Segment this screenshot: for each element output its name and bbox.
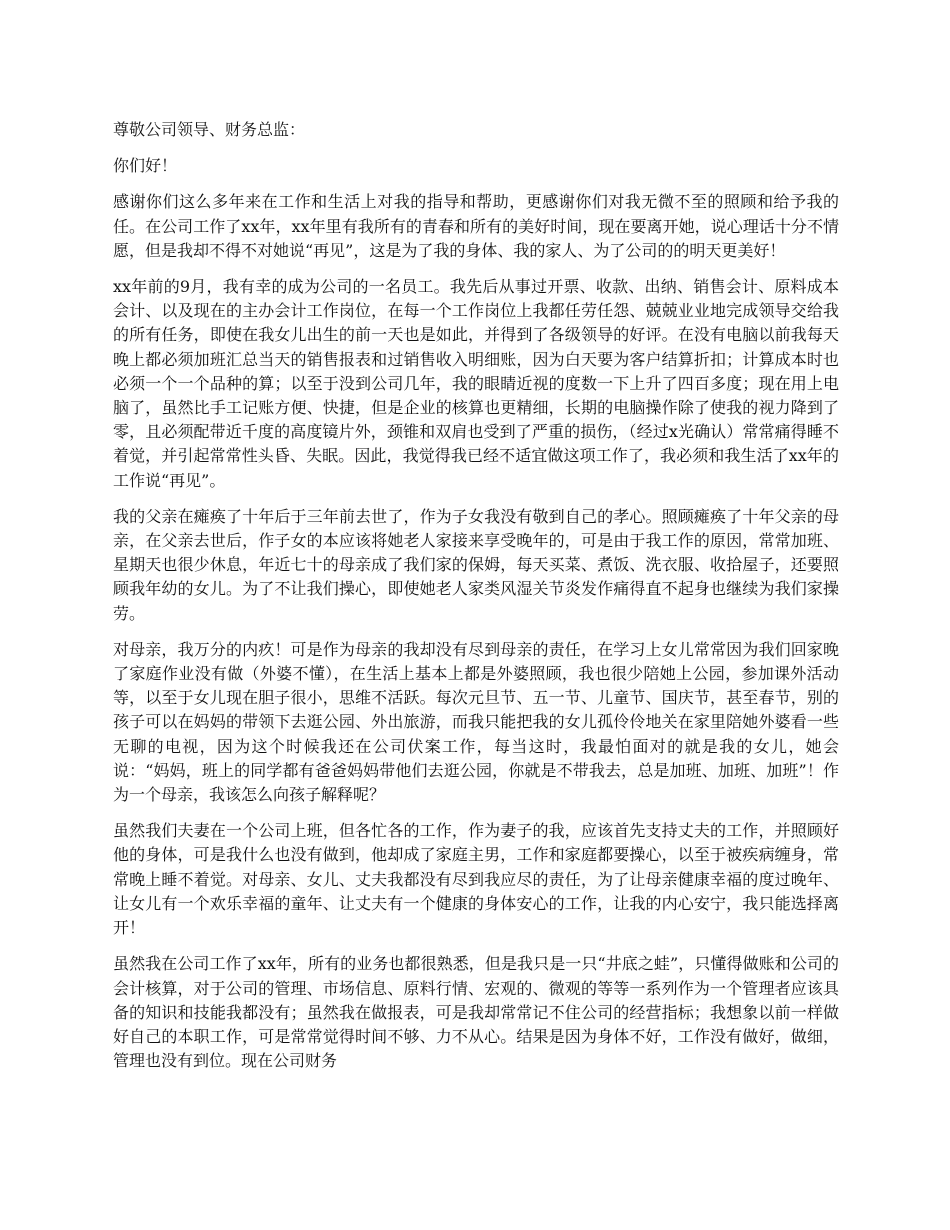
paragraph-work-history: xx年前的9月，我有幸的成为公司的一名员工。我先后从事过开票、收款、出纳、销售会计、原料成本会计、以及现在的主办会计工作岗位，在每一个工作岗位上我都任劳任怨、兢兢业业地完成领导交给我的所有任务，即使在我女儿出生的前一天也是如此，并得到了各级领导的好评。在没有电脑以前我每天晚上都必须加班汇总当天的销售报表和过销售收入明细账，因为白天要为客户结算折扣；计算成本时也必须一个一个品种的算；以至于没到公司几年，我的眼睛近视的度数一下上升了四百多度；现在用上电脑了，虽然比手工记账方便、快捷，但是企业的核算也更精细，长期的电脑操作除了使我的视力降到了零，且必须配带近千度的高度镜片外，颈锥和双肩也受到了严重的损伤，（经过x光确认）常常痛得睡不着觉，并引起常常性头昏、失眠。因此，我觉得我已经不适宜做这项工作了，我必须和我生活了xx年的工作说“再见”。 [113, 277, 839, 490]
paragraph-father: 我的父亲在瘫痪了十年后于三年前去世了，作为子女我没有敬到自己的孝心。照顾瘫痪了十年父亲的母亲，在父亲去世后，作子女的本应该将她老人家接来享受晚年的，可是由于我工作的原因，常常加班、星期天也很少休息，年近七十的母亲成了我们家的保姆，每天买菜、煮饭、洗衣服、收拾屋子，还要照顾我年幼的女儿。为了不让我们操心，即使她老人家类风湿关节炎发作痛得直不起身也继续为我们家操劳。 [113, 506, 839, 623]
paragraph-mother-daughter: 对母亲，我万分的内疚！可是作为母亲的我却没有尽到母亲的责任，在学习上女儿常常因为我们回家晚了家庭作业没有做（外婆不懂），在生活上基本上都是外婆照顾，我也很少陪她上公园，参加课外活动等，以至于女儿现在胆子很小，思维不活跃。每次元旦节、五一节、儿童节、国庆节，甚至春节，别的孩子可以在妈妈的带领下去逛公园、外出旅游，而我只能把我的女儿孤伶伶地关在家里陪她外婆看一些无聊的电视，因为这个时候我还在公司伏案工作，每当这时，我最怕面对的就是我的女儿，她会说：“妈妈，班上的同学都有爸爸妈妈带他们去逛公园，你就是不带我去，总是加班、加班、加班”！作为一个母亲，我该怎么向孩子解释呢？ [113, 639, 839, 805]
paragraph-gratitude: 感谢你们这么多年来在工作和生活上对我的指导和帮助，更感谢你们对我无微不至的照顾和给予我的任。在公司工作了xx年，xx年里有我所有的青春和所有的美好时间，现在要离开她，说心理话十分不情愿，但是我却不得不对她说“再见”，这是为了我的身体、我的家人、为了公司的的明天更美好！ [113, 192, 839, 260]
paragraph-husband: 虽然我们夫妻在一个公司上班，但各忙各的工作，作为妻子的我，应该首先支持丈夫的工作，并照顾好他的身体，可是我什么也没有做到，他却成了家庭主男，工作和家庭都要操心，以至于被疾病缠身，常常晚上睡不着觉。对母亲、女儿、丈夫我都没有尽到我应尽的责任，为了让母亲健康幸福的度过晚年、让女儿有一个欢乐幸福的童年、让丈夫有一个健康的身体安心的工作，让我的内心安宁，我只能选择离开！ [113, 821, 839, 938]
letter-salutation: 尊敬公司领导、财务总监： [113, 120, 306, 139]
paragraph-skills: 虽然我在公司工作了xx年，所有的业务也都很熟悉，但是我只是一只“井底之蛙”，只懂得做账和公司的会计核算，对于公司的管理、市场信息、原料行情、宏观的、微观的等等一系列作为一个管理者应该具备的知识和技能我都没有；虽然我在做报表，可是我却常常记不住公司的经营指标；我想象以前一样做好自己的本职工作，可是常常觉得时间不够、力不从心。结果是因为身体不好，工作没有做好，做细，管理也没有到位。现在公司财务 [113, 954, 839, 1071]
letter-body [113, 118, 839, 1085]
letter-greeting: 你们好！ [113, 156, 178, 176]
